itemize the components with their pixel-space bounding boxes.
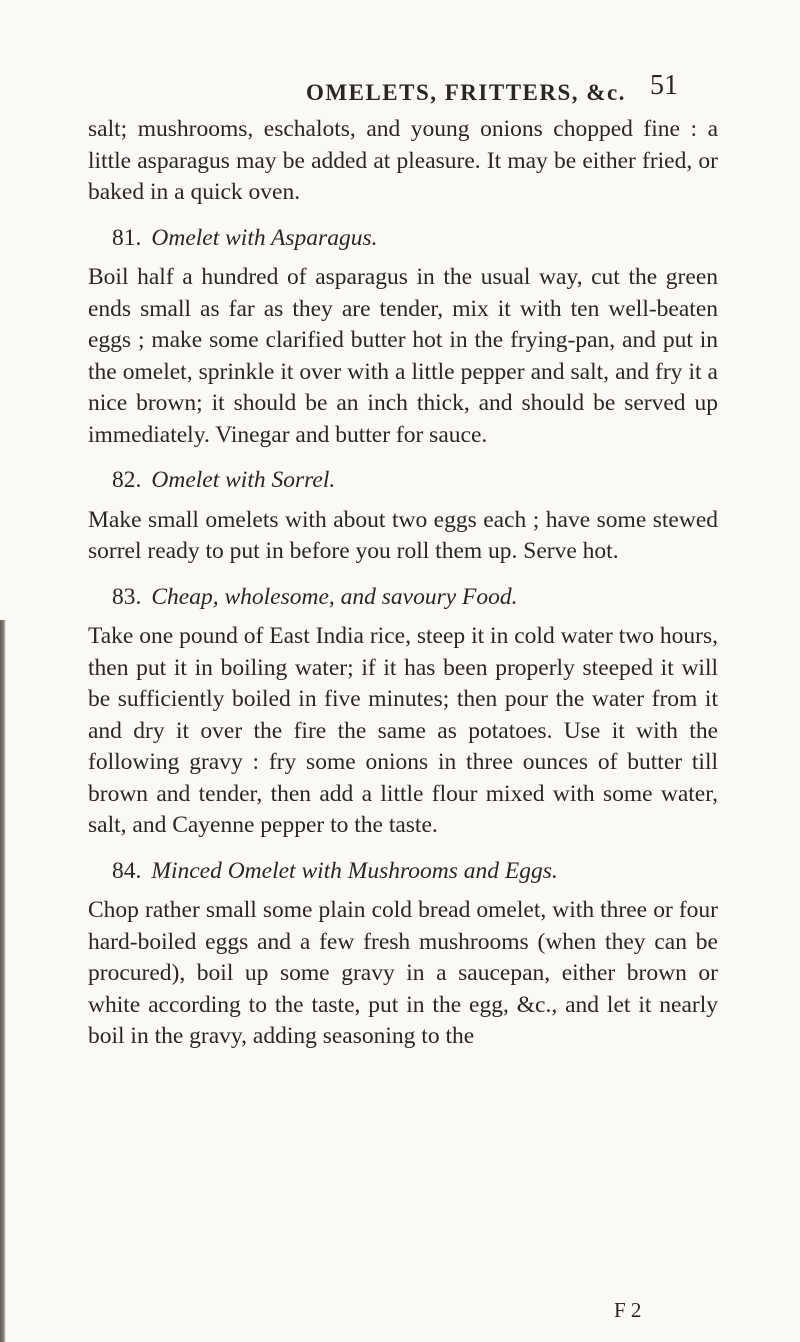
running-title: OMELETS, FRITTERS, &c. — [306, 80, 626, 105]
recipe-84-heading — [112, 856, 718, 888]
recipe-81-text: Boil half a hundred of asparagus in the usual way, cut the green ends small as far as they are tender, mix it with ten well-beaten eggs ; make some clarified butter hot in the frying-pan, and put in the omelet, sprinkle it over with a little pepper and salt, and fry it a nice brown; it should be an inch thick, and should be served up immediately. Vinegar and butter for sauce. — [88, 264, 718, 448]
recipe-84-text: Chop rather small some plain cold bread omelet, with three or four hard-boiled eggs and a few fresh mushrooms (when they can be procured), boil up some gravy in a saucepan, either brown or white according to the taste, put in the egg, &c., and let it nearly boil in the gravy, adding seasoning to the — [88, 897, 718, 1049]
page-edge-shadow — [0, 620, 6, 1342]
intro-paragraph: salt; mushrooms, eschalots, and young onions chopped fine : a little asparagus may be added at pleasure. It may be either fried, or baked in a quick oven. — [88, 116, 718, 205]
recipe-82-heading — [112, 465, 718, 497]
running-header — [0, 66, 800, 112]
recipe-81-number: 81. — [112, 224, 142, 251]
recipe-83-title: Cheap, wholesome, and savoury Food. — [151, 583, 518, 610]
recipe-82-number: 82. — [112, 467, 142, 493]
recipe-83-number: 83. — [112, 583, 142, 610]
recipe-82-text: Make small omelets with about two eggs each ; have some stewed sorrel ready to put in before you roll them up. Serve hot. — [88, 506, 718, 564]
page-body — [88, 114, 718, 1053]
recipe-84-title: Minced Omelet with Mushrooms and Eggs. — [151, 857, 558, 884]
recipe-82-title: Omelet with Sorrel. — [151, 467, 336, 493]
signature-mark: F 2 — [614, 1298, 642, 1322]
recipe-83-text: Take one pound of East India rice, steep it in cold water two hours, then put it in boiling water; if it has been properly steeped it will be sufficiently boiled in five minutes; then pour the water from it and dry it over the fire the same as potatoes. Use it with the following gravy : fry some onions in three ounces of butter till brown and tender, then add a little flour mixed with some water, salt, and Cayenne pepper to the taste. — [88, 623, 718, 838]
recipe-83-heading — [112, 582, 718, 614]
recipe-81-title: Omelet with Asparagus. — [151, 224, 378, 251]
recipe-81-heading — [112, 223, 718, 255]
recipe-84-number: 84. — [112, 857, 142, 884]
page-number: 51 — [650, 70, 678, 101]
